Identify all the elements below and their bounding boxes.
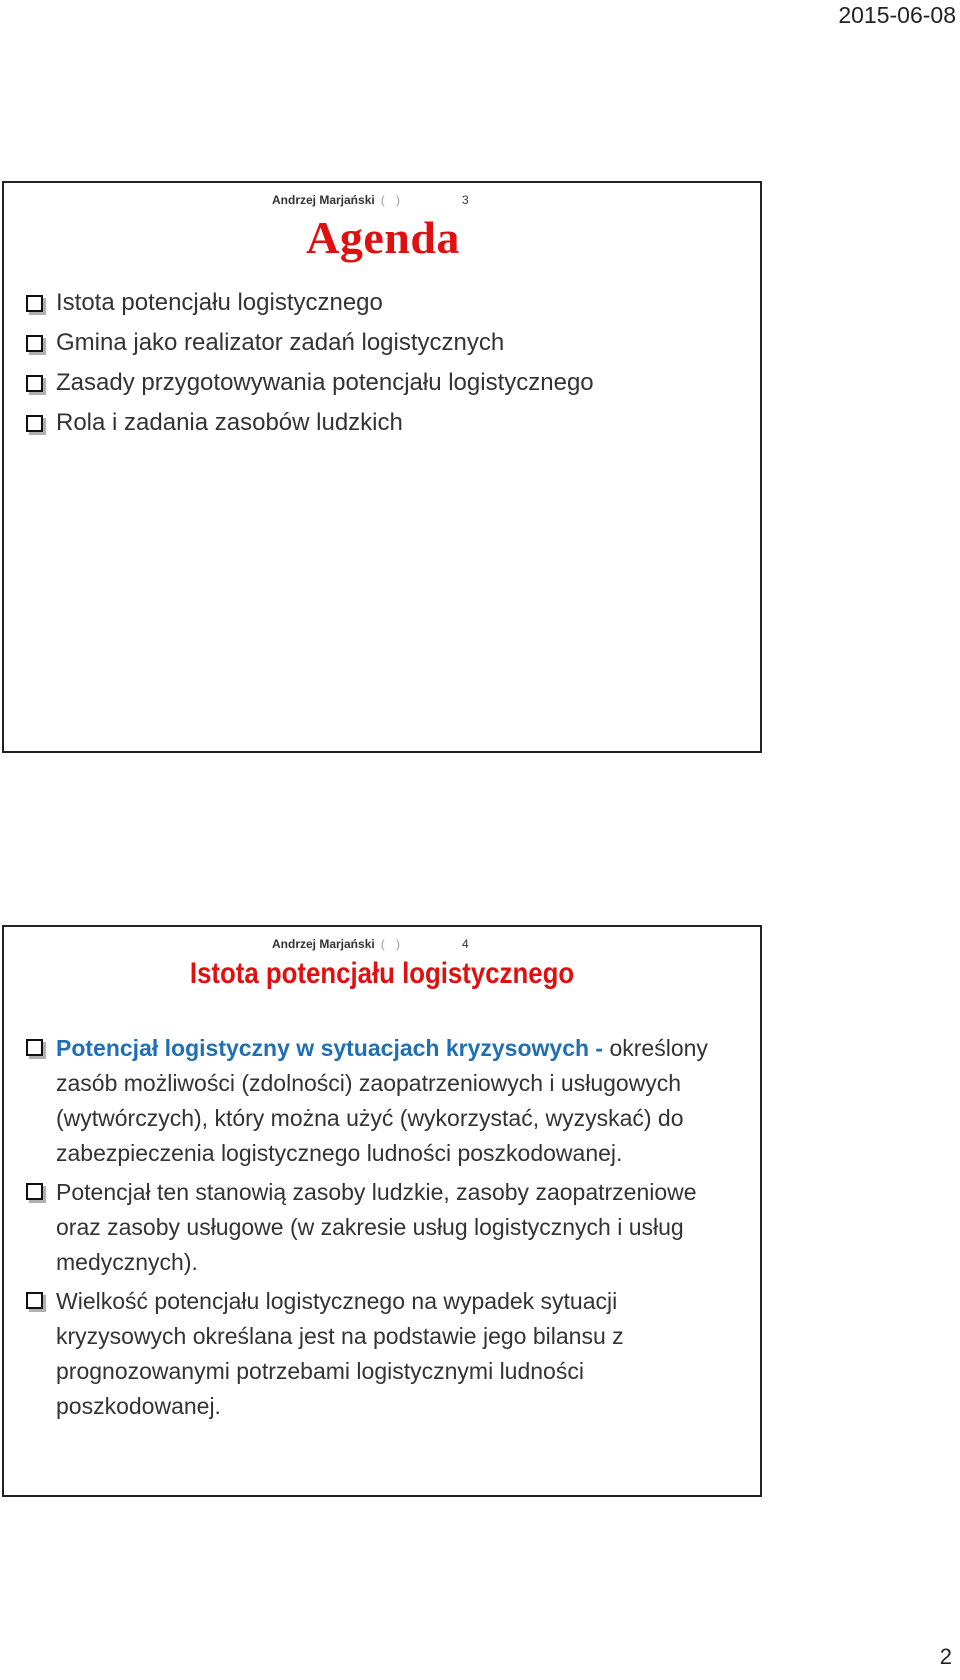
list-item: Istota potencjału logistycznego	[26, 283, 594, 323]
page-number: 2	[939, 1644, 952, 1669]
slide-agenda	[2, 181, 762, 753]
slide-header	[4, 933, 760, 953]
slide-title: Istota potencjału logistycznego	[189, 957, 575, 990]
page-date: 2015-06-08	[838, 2, 956, 28]
item-text: Wielkość potencjału logistycznego na wypadek sytuacji kryzysowych określana jest na podstawie jego bilansu z prognozowanymi potrzebami logistycznymi ludności poszkodowanej.	[56, 1288, 624, 1419]
checkbox-icon	[26, 335, 43, 352]
slide-number: 4	[462, 937, 469, 951]
checkbox-icon	[26, 415, 43, 432]
checkbox-icon	[26, 1292, 43, 1309]
slide-header	[4, 189, 760, 209]
list-item	[26, 1175, 746, 1280]
list-item: Rola i zadania zasobów ludzkich	[26, 403, 594, 443]
slide-author: Andrzej Marjański ( )	[272, 937, 405, 951]
item-lead: Potencjał logistyczny w sytuacjach kryzysowych -	[56, 1035, 604, 1061]
agenda-list	[26, 283, 594, 443]
slide-istota	[2, 925, 762, 1497]
list-item: Zasady przygotowywania potencjału logistycznego	[26, 363, 594, 403]
slide-author: Andrzej Marjański ( )	[272, 193, 405, 207]
slide-title: Agenda	[306, 212, 460, 263]
checkbox-icon	[26, 1183, 43, 1200]
slide-number: 3	[462, 193, 469, 207]
istota-list	[26, 1031, 746, 1428]
list-item	[26, 1031, 746, 1171]
item-text: Potencjał ten stanowią zasoby ludzkie, zasoby zaopatrzeniowe oraz zasoby usługowe (w zakresie usług logistycznych i usług medycznych).	[56, 1179, 697, 1275]
checkbox-icon	[26, 295, 43, 312]
item-text: określony zasób możliwości (zdolności) zaopatrzeniowych i usługowych (wytwórczych), który można użyć (wykorzystać, wyzyskać) do zabezpieczenia logistycznego ludności poszkodowanej.	[56, 1035, 708, 1166]
checkbox-icon	[26, 375, 43, 392]
list-item: Gmina jako realizator zadań logistycznych	[26, 323, 594, 363]
checkbox-icon	[26, 1039, 43, 1056]
list-item	[26, 1284, 746, 1424]
